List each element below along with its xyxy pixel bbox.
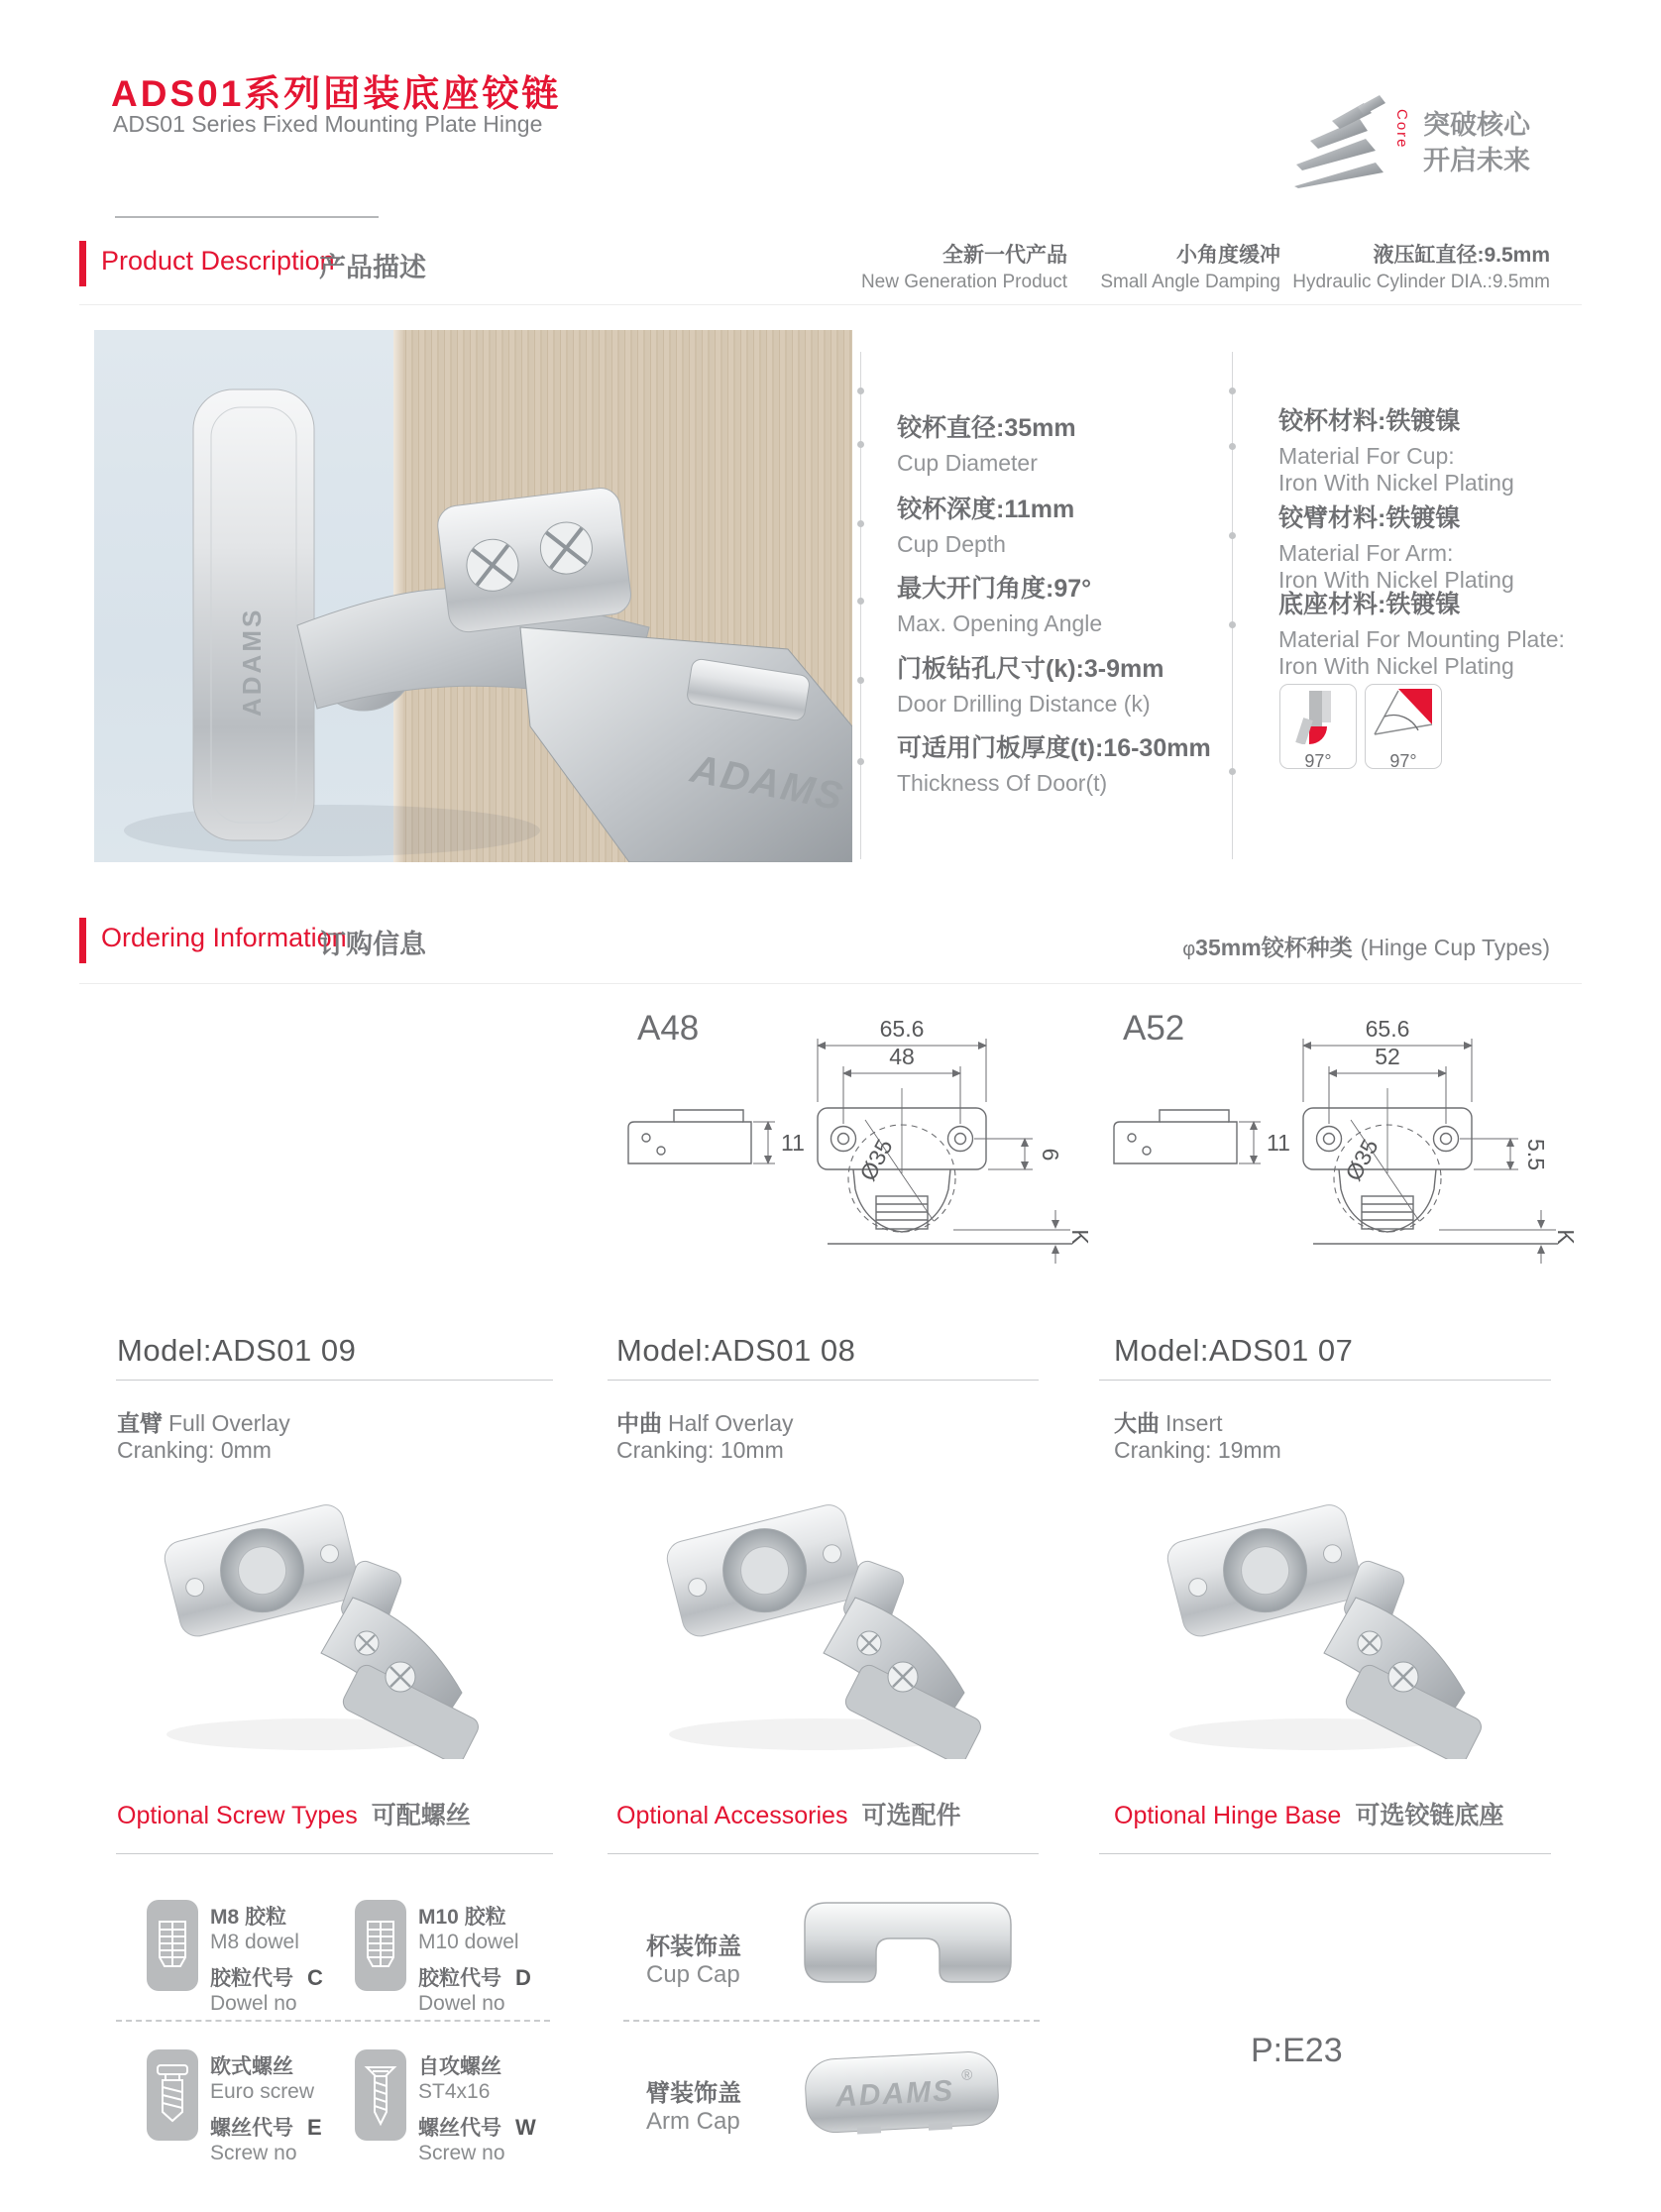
dashed-divider <box>116 2020 550 2022</box>
material-mounting-plate: 底座材料:铁镀镍 Material For Mounting Plate: Iron With Nickel Plating <box>1278 591 1565 679</box>
screw-code: 胶粒代号 D <box>418 1965 531 1990</box>
material-cup: 铰杯材料:铁镀镍 Material For Cup: Iron With Nickel Plating <box>1278 407 1514 496</box>
feature-hydraulic-cylinder: 液压缸直径:9.5mm Hydraulic Cylinder DIA.:9.5mm <box>1292 244 1550 292</box>
model-cranking-1: Cranking: 0mm <box>117 1437 272 1463</box>
dowel-icon <box>147 1900 198 1991</box>
drawing-label-a52: A52 <box>1123 1009 1185 1048</box>
dim-k: K <box>1553 1229 1579 1245</box>
screw-name-cn: M10 胶粒 <box>418 1906 506 1929</box>
arm-cap-photo <box>798 2042 1008 2143</box>
ordering-heading-en: Ordering Information <box>101 923 347 952</box>
model-cranking-2: Cranking: 10mm <box>616 1437 784 1463</box>
product-description-heading-cn: 产品描述 <box>319 253 426 282</box>
model-heading-ads01-09: Model:ADS01 09 <box>117 1333 357 1368</box>
arm-cap-label-cn: 臂装饰盖 <box>646 2080 741 2107</box>
screw-name-en: M8 dowel <box>210 1931 299 1953</box>
spec-door-drilling-distance: 门板钻孔尺寸(k):3-9mm Door Drilling Distance (k) <box>897 655 1164 717</box>
self-tapping-screw-item <box>355 2049 406 2141</box>
screw-code: 螺丝代号 E <box>210 2115 322 2140</box>
screw-name-cn: M8 胶粒 <box>210 1906 287 1929</box>
model-type-3: 大曲 Insert <box>1114 1410 1223 1436</box>
hinge-photo-model-1 <box>117 1467 494 1759</box>
dim-side-height: 11 <box>781 1130 805 1156</box>
dim-total-width: 65.6 <box>879 1016 925 1042</box>
registered-mark: ® <box>960 2066 973 2084</box>
dim-cup-diameter: Ø35 <box>854 1134 898 1185</box>
screw-code: 螺丝代号 W <box>418 2115 536 2140</box>
brand-logo <box>1288 95 1586 190</box>
screw-code-sub: Dowel no <box>210 1992 297 2015</box>
hinge-cup-types-note: φ35mm铰杯种类 (Hinge Cup Types) <box>1182 935 1550 960</box>
screw-name-en: ST4x16 <box>418 2080 491 2103</box>
drawing-label-a48: A48 <box>637 1009 700 1048</box>
spec-cup-diameter: 铰杯直径:35mm Cup Diameter <box>897 414 1076 476</box>
screw-code-sub: Screw no <box>210 2142 297 2164</box>
hinge-photo-model-3 <box>1120 1467 1496 1759</box>
angle-badge-opening: 97° <box>1365 684 1442 769</box>
section-accent-bar <box>79 241 86 286</box>
ordering-heading-cn: 订购信息 <box>319 930 426 959</box>
model-heading-ads01-08: Model:ADS01 08 <box>616 1333 856 1368</box>
opening-angle-icon <box>1373 689 1434 744</box>
dotted-divider-left <box>860 352 861 859</box>
dim-side-height: 11 <box>1267 1130 1290 1156</box>
dowel-icon <box>355 1900 406 1991</box>
optional-accessories-heading: Optional Accessories 可选配件 <box>616 1802 961 1829</box>
model-type-2: 中曲 Half Overlay <box>616 1410 794 1436</box>
logo-slogan-line1: 突破核心 <box>1423 110 1530 140</box>
logo-slogan-line2: 开启未来 <box>1423 146 1530 175</box>
hinge-photo-art <box>94 330 852 862</box>
drawing-a48 <box>605 999 1105 1267</box>
logo-core-label: Core <box>1393 109 1410 150</box>
material-arm: 铰臂材料:铁镀镍 Material For Arm: Iron With Nickel Plating <box>1278 504 1514 593</box>
dim-hole-distance: 48 <box>889 1044 915 1069</box>
m10-dowel-item <box>355 1900 406 1991</box>
product-description-heading-en: Product Description <box>101 246 335 276</box>
screw-name-cn: 欧式螺丝 <box>210 2055 293 2078</box>
cup-cap-photo <box>793 1893 1021 1992</box>
dashed-divider <box>623 2020 1040 2022</box>
model-cranking-3: Cranking: 19mm <box>1114 1437 1281 1463</box>
self-tapping-screw-icon <box>355 2049 406 2141</box>
feature-new-generation: 全新一代产品 New Generation Product <box>860 244 1067 292</box>
band-divider <box>79 983 1582 984</box>
page-title: ADS01系列固装底座铰链 <box>111 73 562 114</box>
feature-small-angle-damping: 小角度缓冲 Small Angle Damping <box>1100 244 1280 292</box>
band-divider <box>79 304 1582 305</box>
brand-embossed-arm: ADAMS <box>687 746 848 820</box>
m8-dowel-item <box>147 1900 198 1991</box>
screw-code-sub: Screw no <box>418 2142 505 2164</box>
dim-total-width: 65.6 <box>1365 1016 1410 1042</box>
optional-screw-types-heading: Optional Screw Types 可配螺丝 <box>117 1802 471 1829</box>
dim-edge-offset: 5.5 <box>1523 1139 1549 1170</box>
dim-edge-offset: 6 <box>1038 1148 1063 1161</box>
page-reference: P:E23 <box>1251 2032 1343 2069</box>
header-divider <box>115 216 379 218</box>
brand-embossed-plate: ADAMS <box>237 607 267 717</box>
hinge-photo-model-2 <box>619 1467 996 1759</box>
spec-max-opening-angle: 最大开门角度:97° Max. Opening Angle <box>897 575 1103 636</box>
screw-code: 胶粒代号 C <box>210 1965 323 1990</box>
optional-hinge-base-heading: Optional Hinge Base 可选铰链底座 <box>1114 1802 1504 1829</box>
fan-blades-icon <box>1288 95 1407 188</box>
arm-cap-label-en: Arm Cap <box>646 2108 740 2135</box>
dim-cup-diameter: Ø35 <box>1340 1134 1384 1185</box>
section-accent-bar <box>79 918 86 963</box>
cup-cap-label-en: Cup Cap <box>646 1961 740 1988</box>
spec-door-thickness: 可适用门板厚度(t):16-30mm Thickness Of Door(t) <box>897 734 1211 796</box>
screw-name-en: M10 dowel <box>418 1931 519 1953</box>
door-angle-icon <box>1287 689 1349 744</box>
screw-name-en: Euro screw <box>210 2080 315 2103</box>
screw-code-sub: Dowel no <box>418 1992 505 2015</box>
screw-name-cn: 自攻螺丝 <box>418 2055 501 2078</box>
page-subtitle: ADS01 Series Fixed Mounting Plate Hinge <box>113 111 543 137</box>
product-photo <box>94 330 852 862</box>
model-type-1: 直臂 Full Overlay <box>117 1410 290 1436</box>
drawing-a52 <box>1090 999 1591 1267</box>
spec-cup-depth: 铰杯深度:11mm Cup Depth <box>897 496 1075 557</box>
brand-embossed-cap: ADAMS <box>834 2074 955 2114</box>
angle-badge-door: 97° <box>1279 684 1357 769</box>
cup-cap-label-cn: 杯装饰盖 <box>646 1934 741 1960</box>
euro-screw-item <box>147 2049 198 2141</box>
dim-k: K <box>1067 1229 1093 1245</box>
euro-screw-icon <box>147 2049 198 2141</box>
dotted-divider-right <box>1232 352 1233 859</box>
model-heading-ads01-07: Model:ADS01 07 <box>1114 1333 1354 1368</box>
dim-hole-distance: 52 <box>1375 1044 1400 1069</box>
